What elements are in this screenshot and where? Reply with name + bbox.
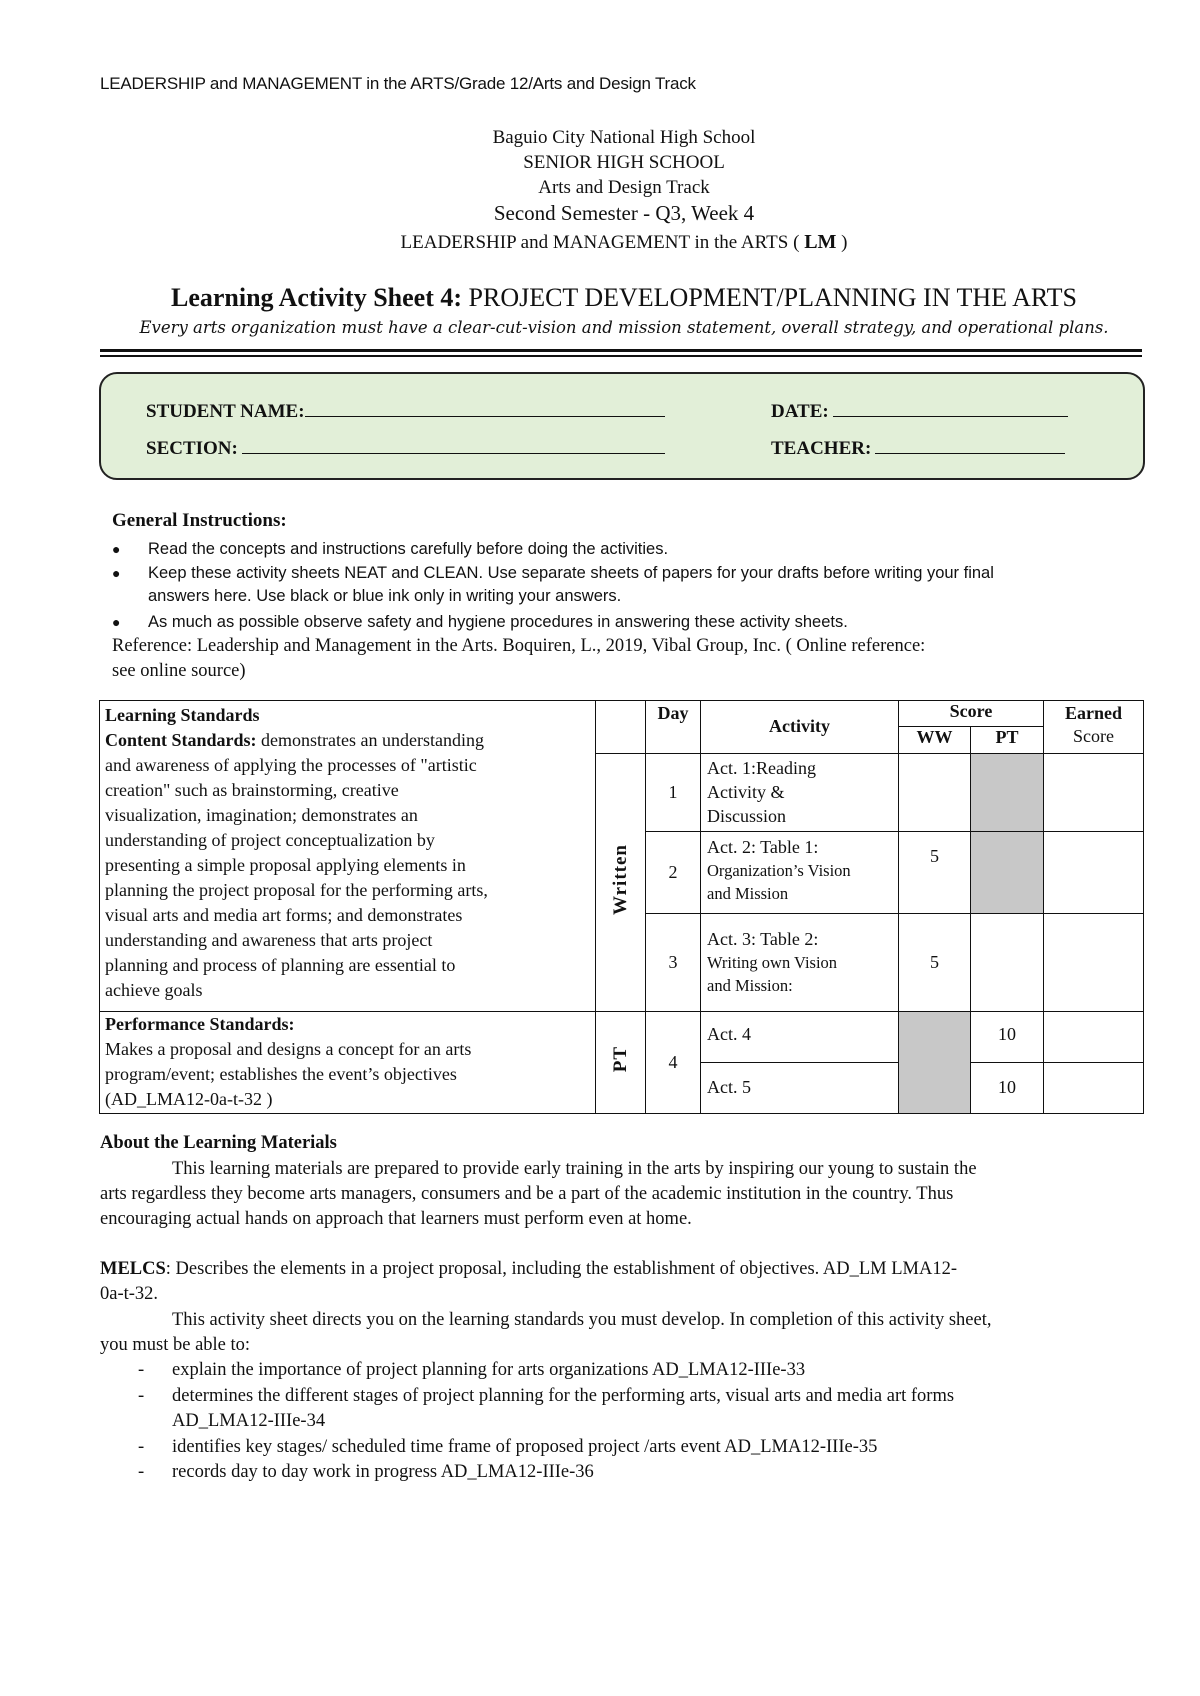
bullet-icon: ● bbox=[112, 541, 121, 557]
type-header-cell bbox=[596, 701, 646, 754]
content-standards-label: Content Standards: bbox=[105, 730, 257, 750]
pt-score-cell-shaded bbox=[971, 831, 1044, 913]
about-line: This learning materials are prepared to provide early training in the arts by inspiring our young to sustain the bbox=[172, 1159, 977, 1179]
dash-icon: - bbox=[138, 1437, 145, 1457]
learning-standards-header-cell: Learning Standards Content Standards: demonstrates an understanding bbox=[100, 701, 596, 754]
ww-score-cell: 5 bbox=[899, 831, 971, 913]
title-rule-thin bbox=[100, 355, 1142, 357]
objective-item: - determines the different stages of project planning for the performing arts, visual arts and media art forms bbox=[172, 1384, 954, 1409]
about-line: arts regardless they become arts managers, consumers and be a part of the academic institution in the country. Thus bbox=[100, 1184, 954, 1204]
activity-cell: Act. 5 bbox=[701, 1062, 899, 1113]
activity-cell: Act. 3: Table 2: Writing own Vision and Mission: bbox=[701, 913, 899, 1011]
pt-score-cell-shaded bbox=[971, 753, 1044, 831]
content-standards-cell: and awareness of applying the processes of "artistic creation" such as brainstorming, creative visualization, imagination; demonstrates an understanding of project conceptualization by presenting a simple proposal applying elements in planning the project proposal for the performing arts, visual arts and media art forms; and demonstrates understanding and awareness that arts project planning and process of planning are essential to achieve goals bbox=[100, 753, 596, 1011]
sheet-title-rest: PROJECT DEVELOPMENT/PLANNING IN THE ARTS bbox=[462, 283, 1078, 312]
earned-score-cell[interactable] bbox=[1044, 831, 1144, 913]
instruction-item-continued: answers here. Use black or blue ink only in writing your answers. bbox=[148, 587, 622, 605]
pt-score-cell: 10 bbox=[971, 1062, 1044, 1113]
sheet-title-bold: Learning Activity Sheet 4: bbox=[170, 283, 463, 312]
sheet-subtitle: Every arts organization must have a clear-cut-vision and mission statement, overall strategy, and operational plans. bbox=[139, 318, 1109, 337]
instruction-item: ● As much as possible observe safety and hygiene procedures in answering these activity sheets. bbox=[112, 613, 848, 631]
objective-item-continued: AD_LMA12-IIIe-34 bbox=[172, 1411, 326, 1431]
melcs-label: MELCS bbox=[100, 1259, 166, 1279]
student-info-box bbox=[99, 372, 1145, 480]
instruction-item: ● Keep these activity sheets NEAT and CLEAN. Use separate sheets of papers for your drafts before writing your final bbox=[112, 564, 994, 582]
subject-line bbox=[0, 230, 1200, 255]
earned-score-cell[interactable] bbox=[1044, 913, 1144, 1011]
bullet-icon: ● bbox=[112, 614, 121, 630]
ww-header: WW bbox=[899, 727, 971, 753]
activity-cell: Act. 1:Reading Activity & Discussion bbox=[701, 753, 899, 831]
title-rule-thick bbox=[100, 349, 1142, 352]
date-label: DATE: bbox=[771, 401, 829, 422]
performance-standards-cell: Performance Standards: Makes a proposal and designs a concept for an arts program/event; establishes the event’s objectives (AD_LMA12-0a-t-32 ) bbox=[100, 1011, 596, 1113]
activity-header: Activity bbox=[701, 701, 899, 754]
section-label: SECTION: bbox=[146, 438, 238, 459]
about-title: About the Learning Materials bbox=[100, 1133, 337, 1153]
section-field[interactable] bbox=[242, 435, 665, 454]
melcs-line: you must be able to: bbox=[100, 1335, 251, 1355]
teacher-label: TEACHER: bbox=[771, 438, 872, 459]
melcs-line: This activity sheet directs you on the learning standards you must develop. In completion of this activity sheet, bbox=[172, 1310, 992, 1330]
date-field[interactable] bbox=[833, 398, 1068, 417]
date-row bbox=[771, 398, 1068, 423]
objective-item: - explain the importance of project planning for arts organizations AD_LMA12-IIIe-33 bbox=[172, 1358, 805, 1383]
general-instructions-title: General Instructions: bbox=[112, 510, 287, 531]
teacher-field[interactable] bbox=[875, 435, 1065, 454]
activity-cell: Act. 2: Table 1: Organization’s Vision and Mission bbox=[701, 831, 899, 913]
subject-code: LM bbox=[804, 231, 837, 253]
teacher-row bbox=[771, 435, 1065, 460]
ww-score-cell[interactable] bbox=[899, 753, 971, 831]
school-track: Arts and Design Track bbox=[538, 177, 710, 198]
student-name-row bbox=[146, 398, 665, 423]
objective-item: - identifies key stages/ scheduled time frame of proposed project /arts event AD_LMA12-IIIe-35 bbox=[172, 1435, 877, 1460]
section-row bbox=[146, 435, 665, 460]
ww-score-cell: 5 bbox=[899, 913, 971, 1011]
pt-type-cell bbox=[596, 1011, 646, 1113]
student-name-field[interactable] bbox=[305, 398, 665, 417]
day-cell: 2 bbox=[646, 831, 701, 913]
written-cell bbox=[596, 753, 646, 1011]
earned-score-cell[interactable] bbox=[1044, 753, 1144, 831]
written-label: Written bbox=[609, 843, 631, 916]
activity-cell: Act. 4 bbox=[701, 1011, 899, 1062]
running-header: LEADERSHIP and MANAGEMENT in the ARTS/Grade 12/Arts and Design Track bbox=[100, 74, 696, 93]
dash-icon: - bbox=[138, 1386, 145, 1406]
sheet-title bbox=[0, 283, 1200, 313]
day-cell: 3 bbox=[646, 913, 701, 1011]
semester: Second Semester - Q3, Week 4 bbox=[493, 201, 755, 225]
about-line: encouraging actual hands on approach that learners must perform even at home. bbox=[100, 1209, 692, 1229]
day-cell: 4 bbox=[646, 1011, 701, 1113]
school-name: Baguio City National High School bbox=[492, 127, 756, 148]
earned-score-cell[interactable] bbox=[1044, 1011, 1144, 1062]
dash-icon: - bbox=[138, 1462, 145, 1482]
objective-item: - records day to day work in progress AD_LMA12-IIIe-36 bbox=[172, 1460, 594, 1485]
student-name-label: STUDENT NAME: bbox=[146, 401, 305, 422]
pt-score-cell[interactable] bbox=[971, 913, 1044, 1011]
subject-prefix: LEADERSHIP and MANAGEMENT in the ARTS ( bbox=[400, 232, 800, 253]
learning-standards-table bbox=[99, 700, 1144, 1114]
performance-standards-label: Performance Standards: bbox=[105, 1013, 295, 1034]
school-level: SENIOR HIGH SCHOOL bbox=[523, 152, 725, 173]
pt-header: PT bbox=[971, 727, 1044, 753]
melcs-line: 0a-t-32. bbox=[100, 1284, 159, 1304]
ww-score-cell-shaded bbox=[899, 1011, 971, 1113]
earned-score-cell[interactable] bbox=[1044, 1062, 1144, 1113]
score-header: Score bbox=[899, 701, 1044, 727]
dash-icon: - bbox=[138, 1360, 145, 1380]
subject-suffix: ) bbox=[841, 232, 848, 253]
learning-standards-heading: Learning Standards bbox=[105, 705, 260, 725]
instruction-item: ● Read the concepts and instructions carefully before doing the activities. bbox=[112, 540, 669, 558]
day-header: Day bbox=[646, 701, 701, 754]
pt-score-cell: 10 bbox=[971, 1011, 1044, 1062]
earned-score-header: Earned Score bbox=[1044, 701, 1144, 754]
reference: Reference: Leadership and Management in the Arts. Boquiren, L., 2019, Vibal Group, Inc. ( Online reference: see online source) bbox=[112, 636, 926, 681]
melcs-line: MELCS: Describes the elements in a project proposal, including the establishment of objectives. AD_LM LMA12- bbox=[100, 1259, 958, 1279]
day-cell: 1 bbox=[646, 753, 701, 831]
bullet-icon: ● bbox=[112, 565, 121, 581]
pt-type-label: PT bbox=[609, 1046, 631, 1073]
